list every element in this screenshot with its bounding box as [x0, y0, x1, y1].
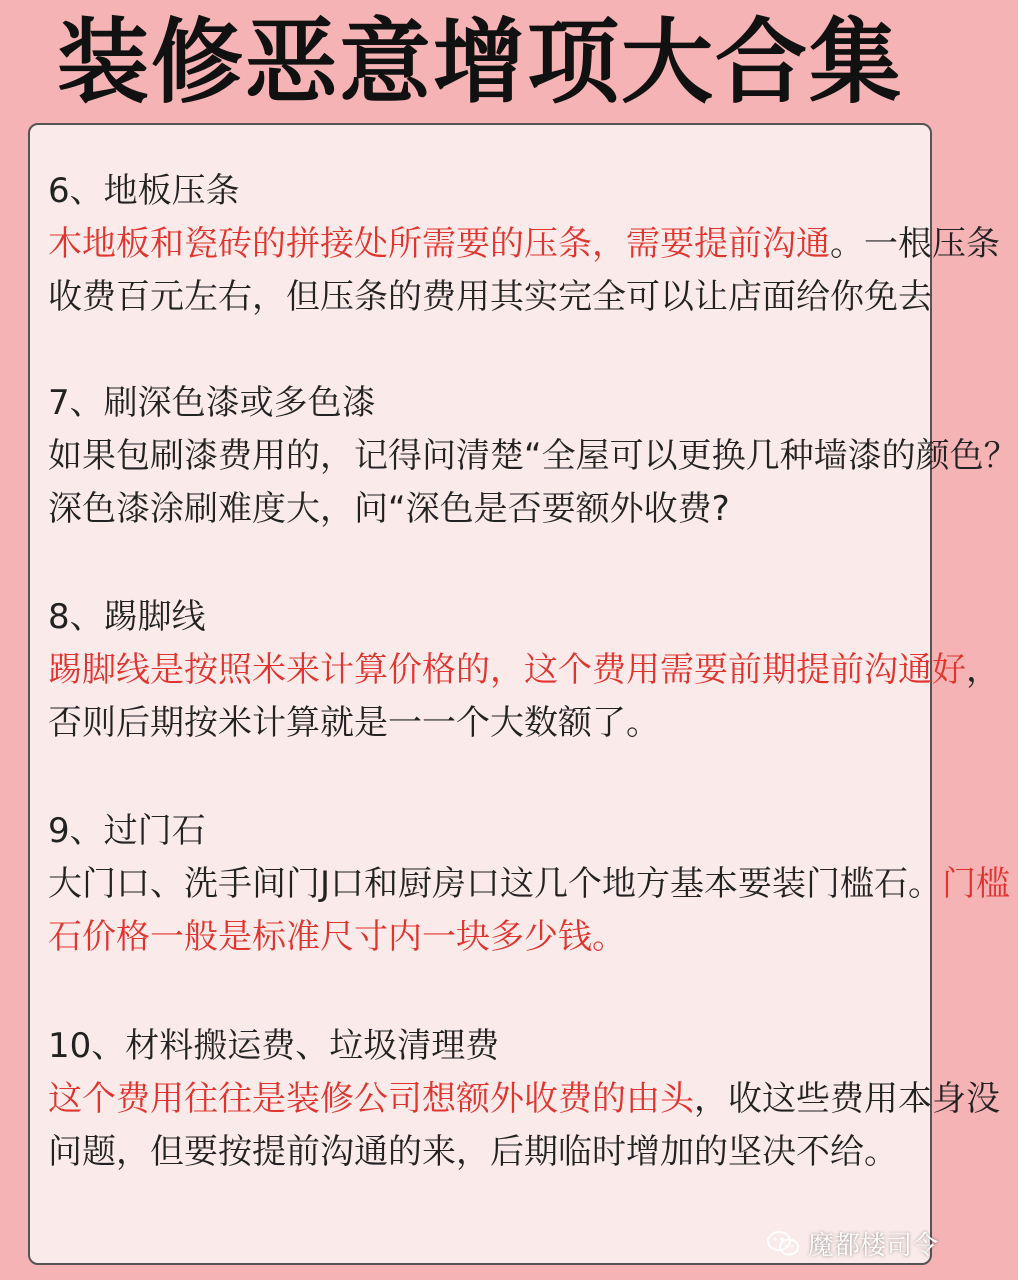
- section-heading: 8、踢脚线: [48, 597, 206, 637]
- body-text: 收费百元左右，但压条的费用其实完全可以让店面给你免去: [48, 277, 932, 317]
- section-heading: 7、刷深色漆或多色漆: [48, 383, 376, 423]
- body-text: ，: [966, 650, 1000, 690]
- section-line: [48, 911, 928, 964]
- body-text: ，收这些费用本身没: [694, 1079, 1000, 1119]
- section-line: [48, 697, 928, 750]
- body-text: 否则后期按米计算就是一一个大数额了。: [48, 703, 660, 743]
- page-title: 装修恶意增项大合集: [56, 9, 903, 116]
- section-heading: 10、材料搬运费、垃圾清理费: [48, 1026, 500, 1066]
- body-text: 问题，但要按提前沟通的来，后期临时增加的坚决不给。: [48, 1132, 898, 1172]
- section-handling-fees: [48, 1020, 1000, 1179]
- highlight-text: 木地板和瓷砖的拼接处所需要的压条，需要提前沟通: [48, 224, 830, 264]
- section-line: [48, 430, 1018, 483]
- section-line: [48, 858, 1011, 911]
- wechat-icon: [766, 1229, 800, 1259]
- body-text: 。一根压条: [830, 224, 1000, 264]
- watermark: [766, 1225, 938, 1262]
- highlight-text: 这个费用往往是装修公司想额外收费的由头: [48, 1079, 694, 1119]
- section-threshold-stone: [48, 805, 1011, 964]
- body-text: 大门口、洗手间门J口和厨房口这几个地方基本要装门槛石。: [48, 864, 943, 904]
- section-floor-strip: [48, 165, 1000, 324]
- section-heading: 9、过门石: [48, 811, 206, 851]
- body-text: 如果包刷漆费用的，记得问清楚“全屋可以更换几种墙漆的颜色？: [48, 436, 1018, 476]
- highlight-text: 踢脚线是按照米来计算价格的，这个费用需要前期提前沟通好: [48, 650, 966, 690]
- section-line: [48, 1073, 1000, 1126]
- content-card: [28, 123, 1018, 1265]
- body-text: 深色漆涂刷难度大，问“深色是否要额外收费?: [48, 489, 730, 529]
- section-line: [48, 483, 928, 536]
- highlight-text: 门槛: [942, 864, 1011, 904]
- section-heading: 6、地板压条: [48, 171, 240, 211]
- section-line: [48, 1126, 928, 1179]
- section-line: [48, 644, 1000, 697]
- section-line: [48, 218, 1000, 271]
- highlight-text: 石价格一般是标准尺寸内一块多少钱。: [48, 917, 626, 957]
- watermark-text: 魔都楼司令: [807, 1231, 938, 1261]
- section-dark-paint: [48, 377, 1018, 536]
- section-skirting-line: [48, 591, 1000, 750]
- section-line: [48, 271, 932, 324]
